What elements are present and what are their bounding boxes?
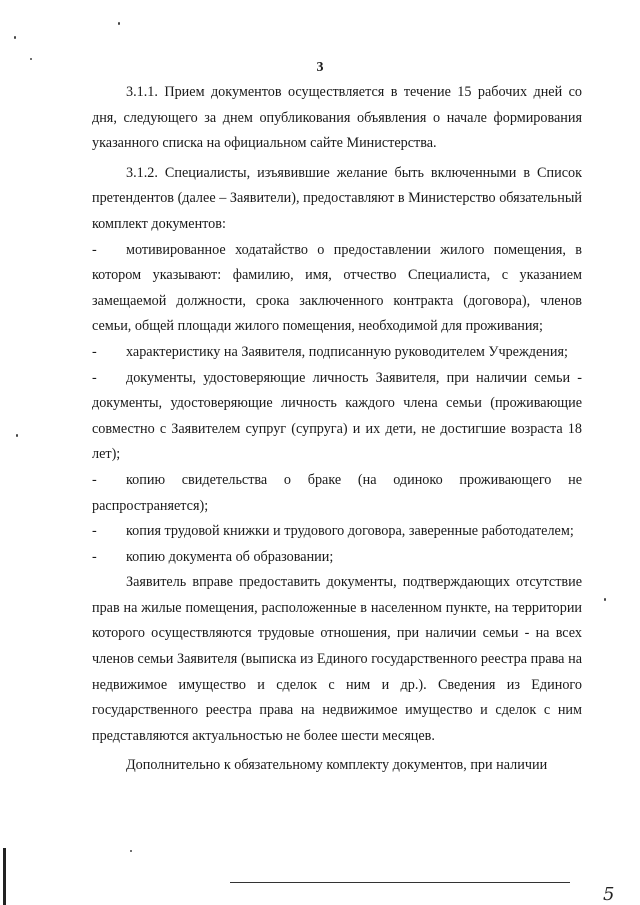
document-body xyxy=(92,80,582,779)
list-item xyxy=(92,340,582,366)
scan-speck xyxy=(14,36,16,39)
bullet-dash: - xyxy=(92,241,97,258)
paragraph-3-1-2: 3.1.2. Специалисты, изъявившие желание быть включенными в Список претендентов (далее – Заявители), предоставляют в Министерство обязательный комплект документов: xyxy=(92,164,582,232)
list-item xyxy=(92,366,582,468)
scan-speck xyxy=(30,58,32,60)
list-item-text: копию документа об образовании; xyxy=(126,548,334,565)
scan-margin-mark xyxy=(3,848,6,905)
list-item xyxy=(92,238,582,340)
paragraph-3-1-1: 3.1.1. Прием документов осуществляется в течение 15 рабочих дней со дня, следующего за днем опубликования объявления о начале формирования указанного списка на официальном сайте Министерства. xyxy=(92,84,582,152)
scan-speck xyxy=(604,598,606,601)
list-item-text: документы, удостоверяющие личность Заявителя, при наличии семьи - документы, удостоверяющие личность каждого члена семьи (проживающие совместно с Заявителем супруг (супруга) и их дети, не достигшие возраста 18 лет); xyxy=(92,369,582,463)
list-item xyxy=(92,468,582,519)
bullet-dash: - xyxy=(92,471,97,488)
scan-speck xyxy=(130,850,132,852)
bullet-dash: - xyxy=(92,548,97,565)
bullet-dash: - xyxy=(92,369,97,386)
list-item-text: копия трудовой книжки и трудового договора, заверенные работодателем; xyxy=(126,523,574,540)
list-item-text: характеристику на Заявителя, подписанную руководителем Учреждения; xyxy=(126,343,568,360)
list-item xyxy=(92,545,582,571)
list-item xyxy=(92,519,582,545)
page-number: 3 xyxy=(316,60,324,75)
handwritten-mark: 5 xyxy=(603,884,615,905)
bullet-dash: - xyxy=(92,343,97,360)
bullet-dash: - xyxy=(92,523,97,540)
scan-speck xyxy=(118,22,120,25)
paragraph-additional: Дополнительно к обязательному комплекту документов, при наличии xyxy=(126,757,548,774)
footer-rule xyxy=(230,882,570,883)
scan-speck xyxy=(16,434,18,437)
paragraph-applicant-rights: Заявитель вправе предоставить документы, подтверждающих отсутствие прав на жилые помещения, расположенные в населенном пункте, на территории которого осуществляются трудовые отношения, при наличии семьи - на всех членов семьи Заявителя (выписка из Единого государственного реестра права на недвижимое имущество и сделок с ним и др.). Сведения из Единого государственного реестра права на недвижимое имущество и сделок с ним представляются актуальностью не более шести месяцев. xyxy=(92,574,582,744)
list-item-text: мотивированное ходатайство о предоставлении жилого помещения, в котором указывают: фамилию, имя, отчество Специалиста, с указанием замещаемой должности, срока заключенного контракта (договора), членов семьи, общей площади жилого помещения, необходимой для проживания; xyxy=(92,241,582,335)
list-item-text: копию свидетельства о браке (на одиноко проживающего не распространяется); xyxy=(92,471,582,514)
